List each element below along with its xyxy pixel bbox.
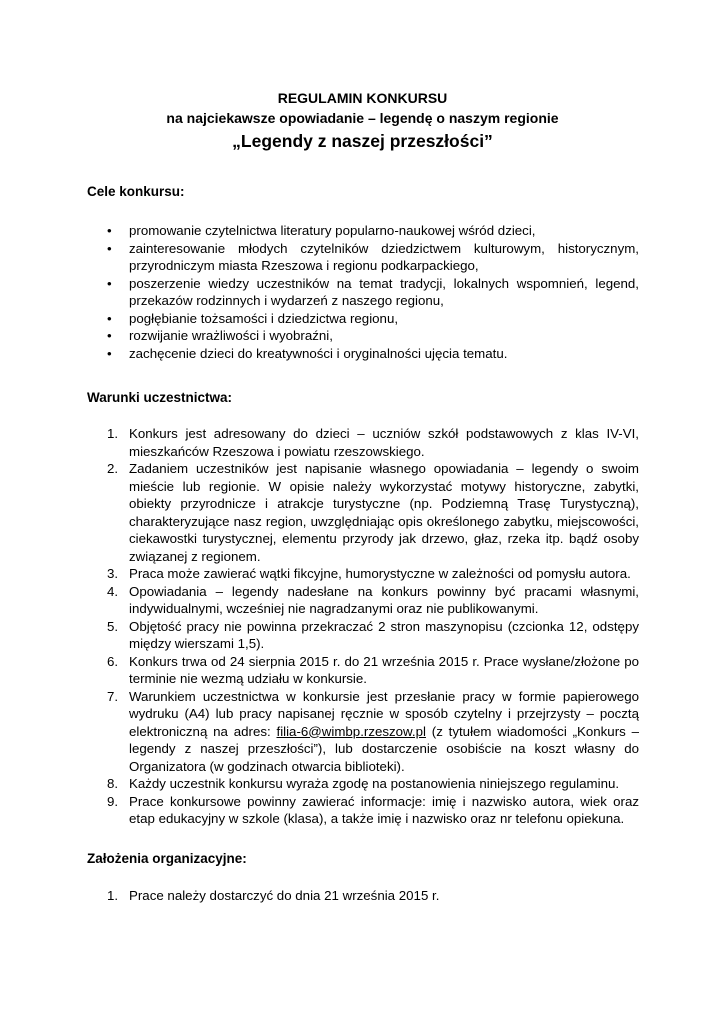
email-link[interactable]: filia-6@wimbp.rzeszow.pl: [276, 723, 426, 739]
list-item: 7. Warunkiem uczestnictwa w konkursie jest przesłanie pracy w formie papierowego wydruku (A4) lub pracy napisanej ręcznie w sposób czytelny i przejrzysty – pocztą elektroniczną na adres: filia-6@wimbp.rzeszow.pl (z tytułem wiadomości „Konkurs – legendy z naszej przeszłości”), lub dostarczenie osobiście na koszt własny do Organizatora (w godzinach otwarcia biblioteki).: [107, 688, 639, 774]
conditions-heading: Warunki uczestnictwa:: [87, 390, 233, 405]
bullet-icon: •: [107, 328, 112, 343]
list-item: • pogłębianie tożsamości i dziedzictwa regionu,: [107, 310, 399, 326]
organization-list: [87, 887, 639, 905]
list-item: 8. Każdy uczestnik konkursu wyraża zgodę na postanowienia niniejszego regulaminu.: [107, 776, 620, 791]
list-item: 1. Prace należy dostarczyć do dnia 21 września 2015 r.: [107, 888, 440, 903]
document-title: REGULAMIN KONKURSU: [277, 90, 448, 106]
list-item: 2. Zadaniem uczestników jest napisanie własnego opowiadania – legendy o swoim mieście lub regionie. W opisie należy wykorzystać motywy historyczne, zabytki, obiekty przyrodnicze i atrakcje turystyczne (np. Podziemną Trasę Turystyczną), charakteryzujące nasz region, uwzględniając opis określonego zabytku, miejscowości, ciekawostki turystycznej, elementu przyrody jak drzewo, głaz, rzeka itp. bądź osoby związanej z regionem.: [107, 461, 639, 564]
list-item: 4. Opowiadania – legendy nadesłane na konkurs powinny być pracami własnymi, indywidualnymi, wcześniej nie nagradzanymi oraz nie publikowanymi.: [107, 583, 639, 616]
contest-name: „Legendy z naszej przeszłości”: [232, 131, 493, 151]
bullet-icon: •: [107, 223, 112, 238]
list-item: • zachęcenie dzieci do kreatywności i oryginalności ujęcia tematu.: [107, 345, 508, 361]
list-item: • poszerzenie wiedzy uczestników na temat tradycji, lokalnych wspomnień, legend, przekazów rodzinnych i wydarzeń z naszego regionu,: [107, 275, 639, 308]
list-item: • promowanie czytelnictwa literatury popularno-naukowej wśród dzieci,: [107, 223, 536, 238]
bullet-icon: •: [107, 275, 112, 291]
list-item: 5. Objętość pracy nie powinna przekraczać 2 stron maszynopisu (czcionka 12, odstępy między wierszami 1,5).: [107, 618, 639, 651]
bullet-icon: •: [107, 240, 112, 256]
conditions-list: [87, 425, 639, 828]
list-item: • zainteresowanie młodych czytelników dziedzictwem kulturowym, historycznym, przyrodniczym miasta Rzeszowa i regionu podkarpackiego,: [107, 240, 639, 273]
goals-heading: Cele konkursu:: [87, 184, 185, 199]
bullet-icon: •: [107, 345, 112, 361]
list-item: 3. Praca może zawierać wątki fikcyjne, humorystyczne w zależności od pomysłu autora.: [107, 566, 631, 581]
list-item: • rozwijanie wrażliwości i wyobraźni,: [107, 328, 333, 343]
bullet-icon: •: [107, 310, 112, 326]
goals-list: [87, 222, 639, 362]
title-block: [0, 89, 725, 152]
document-subtitle: na najciekawsze opowiadanie – legendę o naszym regionie: [166, 110, 559, 126]
list-item: 9. Prace konkursowe powinny zawierać informacje: imię i nazwisko autora, wiek oraz etap edukacyjny w szkole (klasa), a także imię i nazwisko oraz nr telefonu opiekuna.: [107, 793, 639, 826]
list-item: 6. Konkurs trwa od 24 sierpnia 2015 r. do 21 września 2015 r. Prace wysłane/złożone po terminie nie wezmą udziału w konkursie.: [107, 653, 639, 686]
list-item: 1. Konkurs jest adresowany do dzieci – uczniów szkół podstawowych z klas IV-VI, mieszkańców Rzeszowa i powiatu rzeszowskiego.: [107, 426, 639, 459]
organization-heading: Założenia organizacyjne:: [87, 851, 247, 866]
